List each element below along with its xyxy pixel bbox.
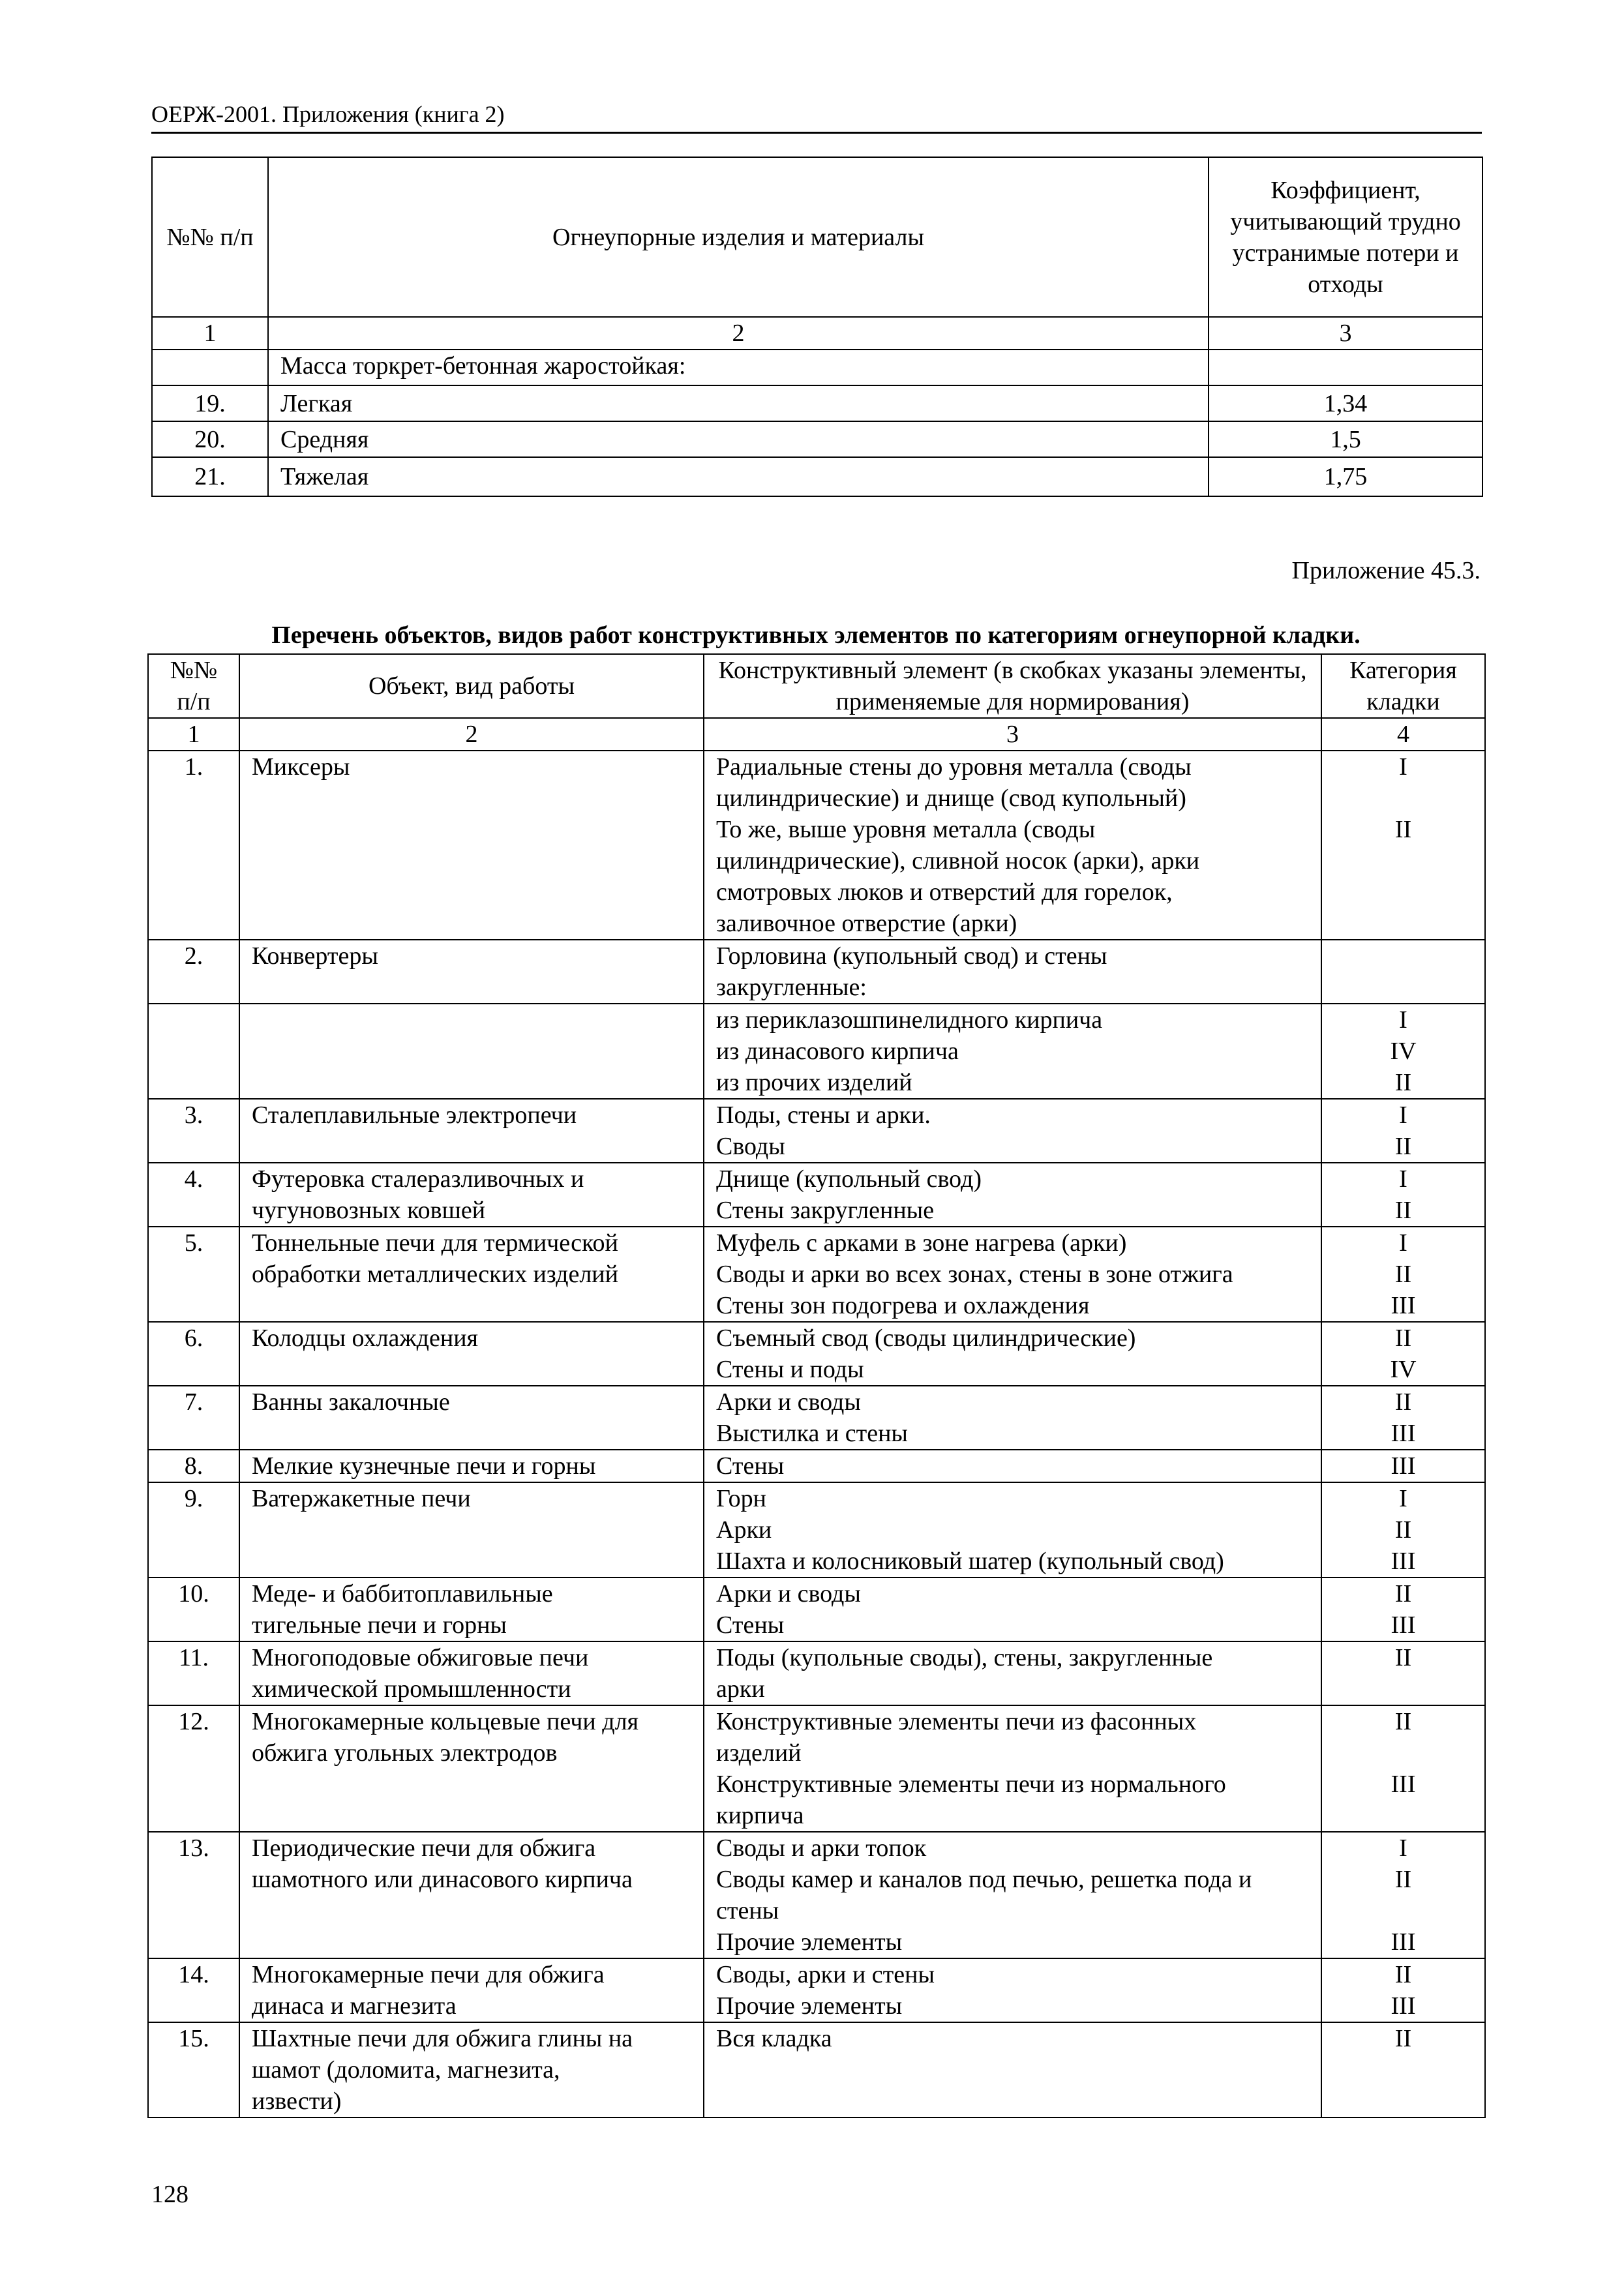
row-object [239, 751, 704, 940]
cell-line: II [1394, 1069, 1412, 1096]
cell-line: II [1394, 1324, 1412, 1352]
cell-line: химической промышленности [252, 1675, 571, 1703]
row-element [704, 1322, 1321, 1386]
row-value: 1,75 [1209, 457, 1482, 496]
row-name: Тяжелая [268, 457, 1209, 496]
row-element [704, 1958, 1321, 2022]
row-category [1321, 1705, 1485, 1832]
cell-line: кирпича [716, 1802, 804, 1829]
table-row [148, 1227, 1485, 1322]
col-number: 3 [1209, 317, 1482, 350]
cell-line: Многокамерные печи для обжига [252, 1961, 605, 1988]
cell-line: I [1399, 1101, 1407, 1129]
cell-line: Стены [716, 1452, 785, 1480]
row-element [704, 1004, 1321, 1099]
row-category [1321, 751, 1485, 940]
cell-line: Своды и арки топок [716, 1834, 927, 1862]
row-category [1321, 1386, 1485, 1450]
cell-line: Колодцы охлаждения [252, 1324, 479, 1352]
header-element: Конструктивный элемент (в скобках указаны элементы, применяемые для нормирования) [704, 654, 1321, 718]
row-category [1321, 1099, 1485, 1163]
row-object [239, 2022, 704, 2117]
row-category [1321, 1004, 1485, 1099]
table-row [152, 385, 1482, 421]
table-row [152, 457, 1482, 496]
cell-line: динаса и магнезита [252, 1992, 457, 2020]
cell-line: заливочное отверстие (арки) [716, 910, 1017, 937]
row-object [239, 1958, 704, 2022]
cell-line: Тоннельные печи для термической [252, 1229, 618, 1257]
materials-table [151, 157, 1483, 497]
row-element [704, 1227, 1321, 1322]
cell-line: из динасового кирпича [716, 1038, 959, 1065]
table-row [148, 1832, 1485, 1958]
row-object [239, 1482, 704, 1578]
cell-line: II [1394, 1516, 1412, 1544]
header-coefficient: Коэффициент, учитывающий трудно устранимые потери и отходы [1209, 157, 1482, 317]
cell-line: Стены и поды [716, 1356, 864, 1383]
row-element [704, 2022, 1321, 2117]
cell-line: III [1391, 1420, 1416, 1447]
col-number: 4 [1321, 718, 1485, 751]
row-category [1321, 2022, 1485, 2117]
row-num: 19. [152, 385, 268, 421]
cell-line: II [1394, 1866, 1412, 1893]
row-object [239, 1227, 704, 1322]
row-value: 1,34 [1209, 385, 1482, 421]
col-number: 1 [148, 718, 239, 751]
cell-line: II [1394, 1708, 1412, 1735]
row-object [239, 1163, 704, 1227]
cell-line: Поды (купольные своды), стены, закругленные [716, 1644, 1213, 1671]
cell-line: Своды [716, 1133, 785, 1160]
row-num: 3. [148, 1099, 239, 1163]
row-num: 1. [148, 751, 239, 940]
table-cell [1209, 350, 1482, 385]
cell-line: арки [716, 1675, 765, 1703]
cell-line: III [1391, 1452, 1416, 1480]
row-element [704, 1641, 1321, 1705]
header-object: Объект, вид работы [239, 654, 704, 718]
row-element [704, 1099, 1321, 1163]
cell-line: Стены [716, 1611, 785, 1639]
cell-line: Прочие элементы [716, 1992, 903, 2020]
table-row [148, 940, 1485, 1004]
row-num: 13. [148, 1832, 239, 1958]
cell-line: из периклазошпинелидного кирпича [716, 1006, 1103, 1034]
row-element [704, 751, 1321, 940]
cell-line [1334, 876, 1473, 908]
header-num: №№ п/п [152, 157, 268, 317]
row-element [704, 1482, 1321, 1578]
cell-line: Съемный свод (своды цилиндрические) [716, 1324, 1136, 1352]
row-category [1321, 1641, 1485, 1705]
cell-line: Горн [716, 1485, 766, 1512]
row-category [1321, 940, 1485, 1004]
row-num: 5. [148, 1227, 239, 1322]
row-object [239, 1450, 704, 1482]
row-num [148, 1004, 239, 1099]
cell-line: I [1399, 1485, 1407, 1512]
cell-line: I [1399, 1006, 1407, 1034]
page-number: 128 [151, 2181, 188, 2208]
cell-line: Своды, арки и стены [716, 1961, 935, 1988]
cell-line: Днище (купольный свод) [716, 1165, 982, 1193]
row-value: 1,5 [1209, 421, 1482, 457]
cell-line: закругленные: [716, 974, 867, 1001]
row-object [239, 1004, 704, 1099]
row-element [704, 1450, 1321, 1482]
table-row [148, 1641, 1485, 1705]
col-number: 1 [152, 317, 268, 350]
table-row [148, 1322, 1485, 1386]
row-num: 4. [148, 1163, 239, 1227]
cell-line: Многокамерные кольцевые печи для [252, 1708, 639, 1735]
row-category [1321, 1450, 1485, 1482]
cell-line: Вся кладка [716, 2025, 832, 2052]
cell-line: Своды камер и каналов под печью, решетка пода и [716, 1866, 1252, 1893]
cell-line: III [1391, 1611, 1416, 1639]
cell-line: II [1394, 1644, 1412, 1671]
row-num: 9. [148, 1482, 239, 1578]
row-num: 10. [148, 1578, 239, 1641]
cell-line: Поды, стены и арки. [716, 1101, 931, 1129]
cell-line: цилиндрические), сливной носок (арки), арки [716, 847, 1200, 875]
table-row [148, 2022, 1485, 2117]
table-row [148, 1163, 1485, 1227]
row-num: 11. [148, 1641, 239, 1705]
row-category [1321, 1227, 1485, 1322]
cell-line: Сталеплавильные электропечи [252, 1101, 577, 1129]
col-number: 2 [268, 317, 1209, 350]
cell-line: II [1394, 1261, 1412, 1288]
cell-line: Ватержакетные печи [252, 1485, 471, 1512]
table-row [152, 421, 1482, 457]
cell-line: Радиальные стены до уровня металла (своды [716, 753, 1192, 781]
cell-line: II [1394, 1580, 1412, 1608]
table-row [148, 1386, 1485, 1450]
cell-line: Арки [716, 1516, 772, 1544]
cell-line [1334, 1895, 1473, 1926]
cell-line: IV [1390, 1038, 1417, 1065]
row-category [1321, 1163, 1485, 1227]
row-object [239, 1705, 704, 1832]
cell-line: III [1391, 1992, 1416, 2020]
cell-line: Миксеры [252, 753, 350, 781]
cell-line: II [1394, 1961, 1412, 1988]
cell-line: смотровых люков и отверстий для горелок, [716, 878, 1173, 906]
table-row [148, 1004, 1485, 1099]
row-num: 7. [148, 1386, 239, 1450]
cell-line [1334, 1737, 1473, 1769]
cell-line: II [1394, 1197, 1412, 1224]
cell-line: цилиндрические) и днище (свод купольный) [716, 785, 1186, 812]
row-object [239, 1832, 704, 1958]
row-num: 8. [148, 1450, 239, 1482]
cell-line: Конструктивные элементы печи из нормального [716, 1771, 1226, 1798]
cell-line: обжига угольных электродов [252, 1739, 558, 1767]
cell-line: шамот (доломита, магнезита, [252, 2056, 560, 2084]
cell-line [1334, 1800, 1473, 1831]
cell-line [1334, 845, 1473, 876]
cell-line: Многоподовые обжиговые печи [252, 1644, 589, 1671]
row-object [239, 1641, 704, 1705]
cell-line: тигельные печи и горны [252, 1611, 507, 1639]
row-element [704, 1578, 1321, 1641]
row-category [1321, 1958, 1485, 2022]
cell-line: III [1391, 1292, 1416, 1319]
row-element [704, 940, 1321, 1004]
row-category [1321, 1482, 1485, 1578]
row-num: 2. [148, 940, 239, 1004]
row-object [239, 1578, 704, 1641]
cell-line: Футеровка сталеразливочных и [252, 1165, 584, 1193]
page-header: ОЕРЖ-2001. Приложения (книга 2) [151, 98, 1482, 134]
cell-line: изделий [716, 1739, 802, 1767]
cell-line: Меде- и баббитоплавильные [252, 1580, 553, 1608]
cell-line: То же, выше уровня металла (своды [716, 816, 1096, 843]
row-num: 20. [152, 421, 268, 457]
table-row [148, 1705, 1485, 1832]
cell-line: Арки и своды [716, 1388, 861, 1416]
cell-line: I [1399, 1834, 1407, 1862]
row-object [239, 1386, 704, 1450]
cell-line [1334, 783, 1473, 814]
cell-line: III [1391, 1548, 1416, 1575]
cell-line: Арки и своды [716, 1580, 861, 1608]
cell-line: II [1394, 1388, 1412, 1416]
row-element [704, 1705, 1321, 1832]
row-object [239, 1322, 704, 1386]
cell-line: Шахтные печи для обжига глины на [252, 2025, 633, 2052]
header-category: Категория кладки [1321, 654, 1485, 718]
row-category [1321, 1832, 1485, 1958]
table-row [148, 1482, 1485, 1578]
cell-line: Стены зон подогрева и охлаждения [716, 1292, 1090, 1319]
table-cell [152, 350, 268, 385]
group-label: Масса торкрет-бетонная жаростойкая: [268, 350, 1209, 385]
cell-line: чугуновозных ковшей [252, 1197, 486, 1224]
table-title: Перечень объектов, видов работ конструктивных элементов по категориям огнеупорной кладки. [271, 621, 1361, 649]
col-number: 3 [704, 718, 1321, 751]
cell-line: I [1399, 753, 1407, 781]
cell-line: стены [716, 1897, 779, 1924]
cell-line [1334, 908, 1473, 939]
table-row [148, 1450, 1485, 1482]
table-row [148, 751, 1485, 940]
row-element [704, 1832, 1321, 1958]
cell-line: шамотного или динасового кирпича [252, 1866, 633, 1893]
row-num: 21. [152, 457, 268, 496]
cell-line: Периодические печи для обжига [252, 1834, 596, 1862]
cell-line: извести) [252, 2087, 342, 2115]
cell-line: II [1394, 816, 1412, 843]
row-category [1321, 1322, 1485, 1386]
cell-line: Муфель с арками в зоне нагрева (арки) [716, 1229, 1127, 1257]
cell-line: IV [1390, 1356, 1417, 1383]
row-num: 12. [148, 1705, 239, 1832]
table-row [148, 1958, 1485, 2022]
row-name: Легкая [268, 385, 1209, 421]
cell-line: из прочих изделий [716, 1069, 912, 1096]
row-category [1321, 1578, 1485, 1641]
cell-line: Шахта и колосниковый шатер (купольный свод) [716, 1548, 1224, 1575]
row-num: 14. [148, 1958, 239, 2022]
header-materials: Огнеупорные изделия и материалы [268, 157, 1209, 317]
row-element [704, 1386, 1321, 1450]
cell-line: Конструктивные элементы печи из фасонных [716, 1708, 1197, 1735]
row-num: 15. [148, 2022, 239, 2117]
cell-line: Стены закругленные [716, 1197, 935, 1224]
appendix-reference: Приложение 45.3. [1291, 557, 1481, 584]
cell-line: III [1391, 1928, 1416, 1956]
cell-line: III [1391, 1771, 1416, 1798]
cell-line: обработки металлических изделий [252, 1261, 618, 1288]
cell-line: Прочие элементы [716, 1928, 903, 1956]
cell-line: II [1394, 2025, 1412, 2052]
row-element [704, 1163, 1321, 1227]
masonry-categories-table [147, 653, 1486, 2118]
row-object [239, 940, 704, 1004]
cell-line: Конвертеры [252, 942, 378, 970]
cell-line: I [1399, 1165, 1407, 1193]
cell-line: Мелкие кузнечные печи и горны [252, 1452, 596, 1480]
table-row [148, 1578, 1485, 1641]
row-num: 6. [148, 1322, 239, 1386]
row-object [239, 1099, 704, 1163]
col-number: 2 [239, 718, 704, 751]
cell-line: Ванны закалочные [252, 1388, 450, 1416]
cell-line: I [1399, 1229, 1407, 1257]
cell-line: II [1394, 1133, 1412, 1160]
cell-line: Горловина (купольный свод) и стены [716, 942, 1107, 970]
cell-line: Своды и арки во всех зонах, стены в зоне отжига [716, 1261, 1233, 1288]
row-name: Средняя [268, 421, 1209, 457]
header-num: №№ п/п [148, 654, 239, 718]
cell-line: Выстилка и стены [716, 1420, 908, 1447]
table-row [148, 1099, 1485, 1163]
